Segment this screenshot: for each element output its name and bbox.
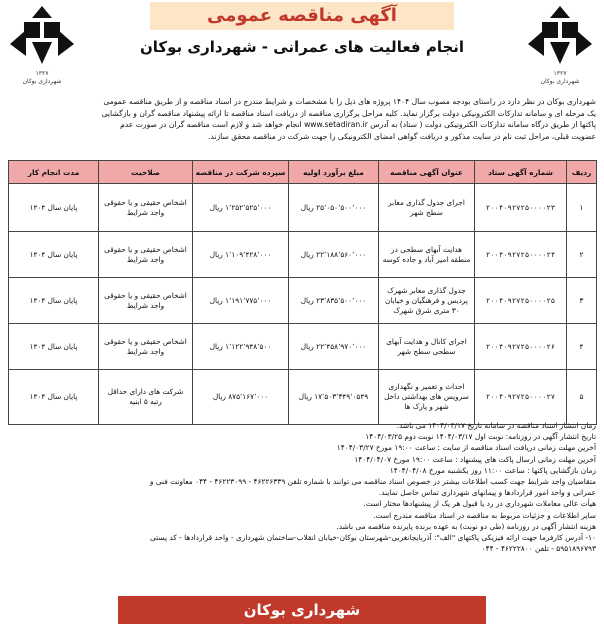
col-header-qualification: صلاحیت [99, 161, 193, 184]
cell-duration: پایان سال ۱۴۰۴ [9, 232, 99, 278]
note-line: متقاضیان واجد شرایط جهت کسب اطلاعات بیشتر در خصوص اسناد مناقصه می توانند با شماره تلفن ۴۶۲۲۶۳۳۹ - ۴۶۲۲۳۰۹۹ - ۰۴۴ معاونت فنی و [149, 477, 596, 487]
col-header-row: ردیف [567, 161, 597, 184]
table-row [9, 324, 597, 370]
col-header-duration: مدت انجام کار [9, 161, 99, 184]
table-row [9, 370, 597, 425]
table-row [9, 232, 597, 278]
col-header-subject: عنوان آگهی مناقصه [379, 161, 475, 184]
col-header-budget: مبلغ برآورد اولیه [289, 161, 379, 184]
intro-line: یک مرحله ای و سامانه تدارکات الکترونیکی دولت برگزار نماید. کلیه مراحل برگزاری مناقصه از دریافت اسناد مناقصه تا ارائه پیشنهاد مناقصه گران و بازگشایی [101, 108, 596, 118]
cell-code: ۲۰۰۴۰۹۲۷۲۵۰۰۰۰۲۵ [475, 278, 567, 324]
notes-section [8, 420, 596, 554]
note-line: ۱۰- آدرس کارفرما جهت ارائه فیزیکی پاکتهای "الف": آذربایجانغربی-شهرستان بوکان-خیابان انقلاب-ساختمان شهرداری - واحد قراردادها - کد پستی [150, 533, 596, 543]
note-line: تاریخ انتشار آگهی در روزنامه: نوبت اول ۱۴۰۴/۰۳/۱۷ نوبت دوم ۱۴۰۴/۰۳/۲۵ [365, 432, 596, 442]
intro-paragraph [8, 96, 596, 142]
cell-row: ۵ [567, 370, 597, 425]
cell-deposit: ۱٬۱۲۲٬۹۴۸٬۵۰۰ ریال [193, 324, 289, 370]
cell-code: ۲۰۰۴۰۹۲۷۲۵۰۰۰۰۲۷ [475, 370, 567, 425]
cell-code: ۲۰۰۴۰۹۲۷۲۵۰۰۰۰۲۶ [475, 324, 567, 370]
cell-budget: ۲۳٬۸۳۵٬۵۰۰٬۰۰۰ ریال [289, 278, 379, 324]
table-row [9, 184, 597, 232]
cell-subject: اجرای کانال و هدایت آبهای سطحی سطح شهر [379, 324, 475, 370]
cell-qualification: اشخاص حقیقی و یا حقوقی واجد شرایط [99, 232, 193, 278]
logo-name-caption: شهرداری بوکان [540, 78, 580, 85]
cell-duration: پایان سال ۱۴۰۴ [9, 184, 99, 232]
cell-code: ۲۰۰۴۰۹۲۷۲۵۰۰۰۰۲۴ [475, 232, 567, 278]
cell-qualification: اشخاص حقیقی و یا حقوقی واجد شرایط [99, 278, 193, 324]
cell-budget: ۱۷٬۵۰۳٬۳۴۹٬۰۵۴۹ ریال [289, 370, 379, 425]
cell-duration: پایان سال ۱۴۰۴ [9, 324, 99, 370]
emblem-icon [4, 4, 80, 70]
cell-qualification: اشخاص حقیقی و یا حقوقی واجد شرایط [99, 324, 193, 370]
cell-row: ۱ [567, 184, 597, 232]
intro-line: عضویت قبلی، مراحل ثبت نام در سایت مذکور و دریافت گواهی امضای الکترونیکی را جهت شرکت در مناقصه محقق سازند. [207, 131, 596, 141]
cell-subject: احداث و تعمیر و نگهداری سرویس های بهداشتی داخل شهر و پارک ها [379, 370, 475, 425]
note-line: زمان انتشار اسناد مناقصه در سامانه تاریخ ۱۴۰۴/۰۳/۱۷ می باشد. [396, 421, 596, 430]
cell-deposit: ۸۷۵٬۱۶۷٬۰۰۰ ریال [193, 370, 289, 425]
emblem-icon [522, 4, 598, 70]
cell-duration: پایان سال ۱۴۰۴ [9, 370, 99, 425]
cell-qualification: اشخاص حقیقی و یا حقوقی واجد شرایط [99, 184, 193, 232]
cell-subject: اجرای جدول گذاری معابر سطح شهر [379, 184, 475, 232]
logo-year-caption: ۱۳۲۷ [553, 70, 567, 77]
table-header-row [9, 161, 597, 184]
note-line: هزینه انتشار آگهی در روزنامه (طی دو نوبت) به عهده برنده پایرنده مناقصه می باشد. [336, 521, 596, 531]
note-line: زمان بازگشایی پاکتها : ساعت ۱۱:۰۰ روز یکشنبه مورخ ۱۴۰۴/۰۴/۰۸ [389, 465, 596, 475]
notice-title: آگهی مناقصه عمومی [150, 2, 454, 30]
note-line: عمرانی و واحد امور قراردادها و پیمانهای شهرداری تماس حاصل نمایند. [378, 488, 596, 498]
cell-row: ۴ [567, 324, 597, 370]
cell-subject: جدول گذاری معابر شهرک پردیس و فرهنگیان و خیابان ۳۰ متری شرق شهرک [379, 278, 475, 324]
note-line: آخرین مهلت زمانی دریافت اسناد مناقصه از سایت : ساعت ۱۹:۰۰ مورخ ۱۴۰۴/۰۳/۲۷ [336, 443, 596, 453]
cell-budget: ۲۵٬۰۵۰٬۵۰۰٬۰۰۰ ریال [289, 184, 379, 232]
table-row [9, 278, 597, 324]
cell-deposit: ۱٬۱۰۹٬۴۲۸٬۰۰۰ ریال [193, 232, 289, 278]
cell-row: ۳ [567, 278, 597, 324]
cell-code: ۲۰۰۴۰۹۲۷۲۵۰۰۰۰۲۳ [475, 184, 567, 232]
cell-row: ۲ [567, 232, 597, 278]
col-header-code: شماره آگهی ستاد [475, 161, 567, 184]
municipality-logo-right [522, 4, 598, 90]
note-line: آخرین مهلت زمانی ارسال پاکت های پیشنهاد : ساعت ۱۹:۰۰ مورخ ۱۴۰۴/۰۴/۰۷ [354, 454, 596, 464]
cell-deposit: ۱٬۲۵۲٬۵۲۵٬۰۰۰ ریال [193, 184, 289, 232]
note-line: هیأت عالی معاملات شهرداری در رد یا قبول هر یک از پیشنهادها مختار است. [363, 499, 596, 509]
cell-qualification: شرکت های دارای حداقل رتبه ۵ ابنیه [99, 370, 193, 425]
cell-duration: پایان سال ۱۴۰۴ [9, 278, 99, 324]
cell-subject: هدایت آبهای سطحی در منطقه امیر آباد و جاده کوسه [379, 232, 475, 278]
intro-line: شهرداری بوکان در نظر دارد در راستای بودجه مصوب سال ۱۴۰۴ پروژه های ذیل را با مشخصات و شرایط مندرج در اسناد مناقصه و از طریق مناقصه عمومی [103, 97, 596, 106]
cell-budget: ۲۲٬۴۵۸٬۹۷۰٬۰۰۰ ریال [289, 324, 379, 370]
footer-banner: شهرداری بوکان [118, 596, 486, 624]
notice-subtitle: انجام فعالیت های عمرانی - شهرداری بوکان [139, 38, 465, 56]
cell-deposit: ۱٬۱۹۱٬۷۷۵٬۰۰۰ ریال [193, 278, 289, 324]
logo-name-caption: شهرداری بوکان [22, 78, 62, 85]
municipality-logo-left [4, 4, 80, 90]
note-line: سایر اطلاعات و جزئیات مربوط به مناقصه در اسناد مناقصه مندرج است. [373, 510, 596, 520]
intro-line: پاکتها از طریق درگاه سامانه تدارکات الکترونیکی دولت ( ستاد) به آدرس www.setadiran.ir انجام خواهد شد و لازم است مناقصه گران در صورت عدم [120, 120, 596, 130]
logo-year-caption: ۱۳۲۷ [35, 70, 49, 77]
cell-budget: ۲۲٬۱۸۸٬۵۶۰٬۰۰۰ ریال [289, 232, 379, 278]
note-line: ۵۹۵۱۸۹۶۷۹۳ - تلفن ۴۶۲۲۲۸۰۰ - ۰۴۴ [481, 544, 596, 554]
col-header-deposit: سپرده شرکت در مناقصه [193, 161, 289, 184]
tender-table [8, 160, 597, 425]
